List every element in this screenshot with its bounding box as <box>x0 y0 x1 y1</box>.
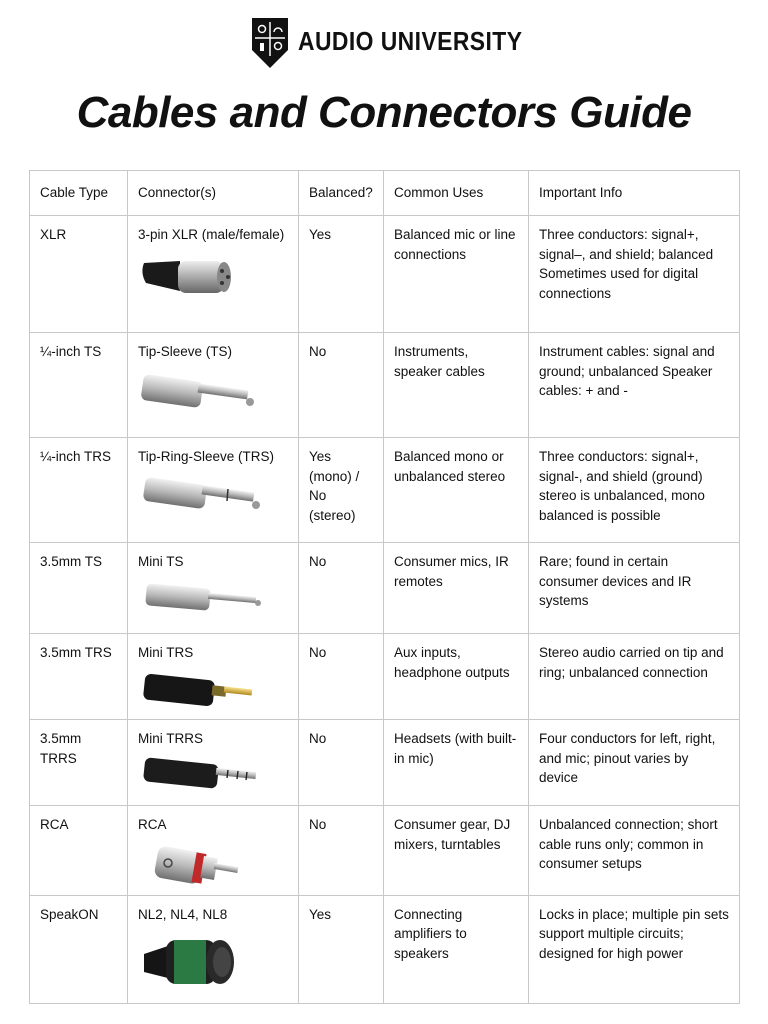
cable-type-cell: 3.5mm TRS <box>30 634 128 720</box>
table-row <box>30 543 740 634</box>
connectors-table <box>29 170 740 1004</box>
important-info-cell: Rare; found in certain consumer devices and IR systems <box>529 543 740 634</box>
important-info-cell: Three conductors: signal+, signal–, and shield; balanced Sometimes used for digital connections <box>529 216 740 333</box>
balanced-cell: Yes (mono) / No (stereo) <box>299 438 384 543</box>
connector-label: Tip-Sleeve (TS) <box>138 344 233 359</box>
table-row <box>30 895 740 1003</box>
cable-type-cell: 3.5mm TS <box>30 543 128 634</box>
column-header-important-info: Important Info <box>529 171 740 216</box>
connector-label: 3-pin XLR (male/female) <box>138 227 285 242</box>
column-header-cable-type: Cable Type <box>30 171 128 216</box>
connector-cell <box>128 895 299 1003</box>
connector-label: Mini TRS <box>138 645 194 660</box>
connector-cell <box>128 806 299 896</box>
important-info-cell: Locks in place; multiple pin sets support multiple circuits; designed for high power <box>529 895 740 1003</box>
common-uses-cell: Consumer gear, DJ mixers, turntables <box>384 806 529 896</box>
table-row <box>30 720 740 806</box>
connector-label: Tip-Ring-Sleeve (TRS) <box>138 449 275 464</box>
column-header-common-uses: Common Uses <box>384 171 529 216</box>
cable-type-cell: 3.5mm TRRS <box>30 720 128 806</box>
connector-cell <box>128 216 299 333</box>
balanced-cell: No <box>299 634 384 720</box>
common-uses-cell: Balanced mic or line connections <box>384 216 529 333</box>
balanced-cell: Yes <box>299 895 384 1003</box>
balanced-cell: No <box>299 720 384 806</box>
mini-ts-plug-icon <box>138 580 263 616</box>
table-row <box>30 216 740 333</box>
rca-plug-icon <box>138 843 248 889</box>
table-row <box>30 806 740 896</box>
balanced-cell: No <box>299 543 384 634</box>
connector-cell <box>128 543 299 634</box>
table-header-row <box>30 171 740 216</box>
common-uses-cell: Consumer mics, IR remotes <box>384 543 529 634</box>
column-header-connectors: Connector(s) <box>128 171 299 216</box>
table-row <box>30 333 740 438</box>
common-uses-cell: Aux inputs, headphone outputs <box>384 634 529 720</box>
connector-label: NL2, NL4, NL8 <box>138 906 228 922</box>
table-row <box>30 634 740 720</box>
balanced-cell: Yes <box>299 216 384 333</box>
cable-type-cell: RCA <box>30 806 128 896</box>
speakon-connector-icon <box>138 932 248 992</box>
ts-plug-icon <box>138 370 258 414</box>
connector-label: Mini TS <box>138 554 184 569</box>
connector-cell <box>128 438 299 543</box>
column-header-balanced: Balanced? <box>299 171 384 216</box>
important-info-cell: Instrument cables: signal and ground; unbalanced Speaker cables: + and - <box>529 333 740 438</box>
mini-trs-plug-icon <box>138 671 258 711</box>
cable-type-cell: XLR <box>30 216 128 333</box>
page-title: Cables and Connectors Guide <box>76 88 692 137</box>
shield-logo-icon <box>250 16 290 70</box>
mini-trrs-plug-icon <box>138 757 263 793</box>
balanced-cell: No <box>299 333 384 438</box>
important-info-cell: Four conductors for left, right, and mic; pinout varies by device <box>529 720 740 806</box>
cable-type-cell: ¼-inch TS <box>30 333 128 438</box>
common-uses-cell: Balanced mono or unbalanced stereo <box>384 438 529 543</box>
connector-label: RCA <box>138 817 167 832</box>
common-uses-cell: Connecting amplifiers to speakers <box>384 895 529 1003</box>
connector-cell <box>128 720 299 806</box>
header <box>0 16 768 72</box>
cable-type-cell: SpeakON <box>30 895 128 1003</box>
xlr-connector-icon <box>138 253 238 301</box>
important-info-cell: Three conductors: signal+, signal-, and shield (ground) stereo is unbalanced, mono balanced is possible <box>529 438 740 543</box>
important-info-cell: Stereo audio carried on tip and ring; unbalanced connection <box>529 634 740 720</box>
balanced-cell: No <box>299 806 384 896</box>
important-info-cell: Unbalanced connection; short cable runs only; common in consumer setups <box>529 806 740 896</box>
table-row <box>30 438 740 543</box>
connector-label: Mini TRRS <box>138 731 204 746</box>
connector-cell <box>128 634 299 720</box>
trs-plug-icon <box>138 475 263 515</box>
common-uses-cell: Headsets (with built-in mic) <box>384 720 529 806</box>
cable-type-cell: ¼-inch TRS <box>30 438 128 543</box>
connector-cell <box>128 333 299 438</box>
brand-name: AUDIO UNIVERSITY <box>298 26 523 56</box>
common-uses-cell: Instruments, speaker cables <box>384 333 529 438</box>
